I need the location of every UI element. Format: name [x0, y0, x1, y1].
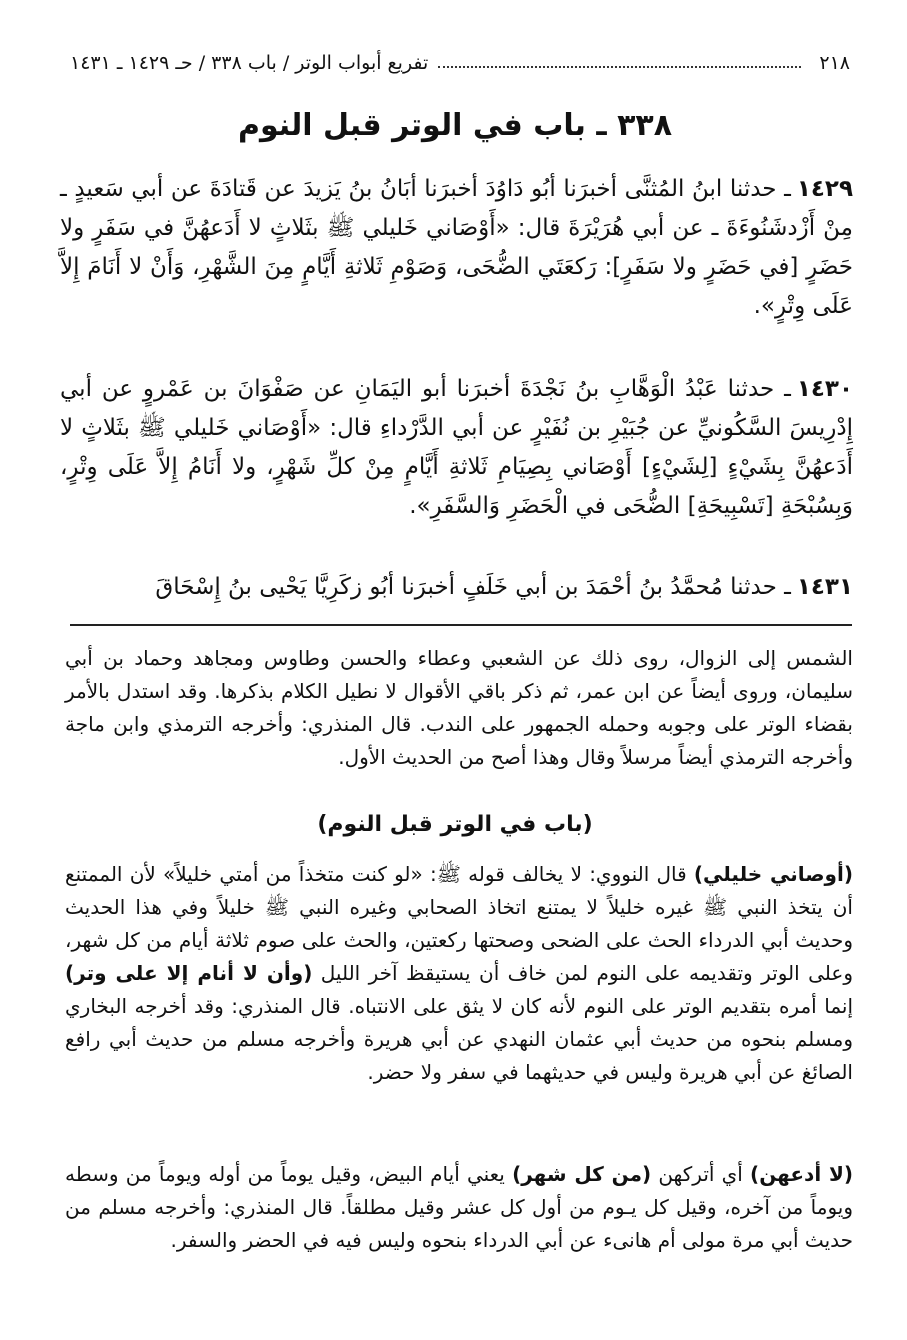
hadith-number: ١٤٣١: [796, 574, 853, 600]
footnote-divider: [70, 624, 852, 626]
commentary-keyword: (لا أدعهن): [750, 1162, 854, 1186]
chapter-title: ٣٣٨ ـ باب في الوتر قبل النوم: [237, 108, 673, 143]
commentary-paragraph-1: الشمس إلى الزوال، روى ذلك عن الشعبي وعطاء والحسن وطاوس ومجاهد وحماد بن أبي سليمان، وروى أيضاً عن ابن عمر، ثم ذكر باقي الأقوال لا نطيل الكلام بذكرها. وقد استدل بالأمر بقضاء الوتر على وجوبه وحمله الجمهور على الندب. قال المنذري: وأخرجه الترمذي وابن ماجة وأخرجه الترمذي أيضاً مرسلاً وقال وهذا أصح من الحديث الأول.: [65, 646, 853, 769]
hadith-number: ١٤٣٠: [796, 376, 853, 402]
hadith-text: ـ حدثنا عَبْدُ الْوَهَّابِ بنُ نَجْدَةَ أخبرَنا أبو اليَمَانِ عن صَفْوَانَ بن عَمْروٍ عن أبي إِدْرِيسَ السَّكُونيِّ عن جُبَيْرِ بن نُفَيْرٍ عن أبي الدَّرْداءِ قال: «أَوْصَاني خَليلي ﷺ بثَلاثٍ لا أَدَعهُنَّ بِشَيْءٍ [لِشَيْءٍ] أَوْصَاني بِصِيَامِ ثَلاثةِ أَيَّامٍ مِنْ كلِّ شَهْرٍ، ولا أَنَامُ إِلاَّ عَلَى وِتْرٍ، وَبِسُبْحَةِ [تَسْبِيحَةِ] الضُّحَى في الْحَضَرِ وَالسَّفَرِ».: [60, 376, 853, 519]
hadith-text: ـ حدثنا مُحمَّدُ بنُ أحْمَدَ بن أبي خَلَفٍ أخبرَنا أبُو زكَرِيَّا يَحْيى بنُ إِسْحَاقَ: [155, 574, 791, 600]
running-title: تفريع أبواب الوتر / باب ٣٣٨ / حـ ١٤٢٩ ـ ١٤٣١: [70, 52, 429, 74]
commentary-keyword: (من كل شهر): [512, 1162, 652, 1186]
page-number: ٢١٨: [819, 52, 850, 74]
hadith-text: ـ حدثنا ابنُ المُثنَّى أخبرَنا أبُو دَاوُدَ أخبرَنا أبَانُ بنُ يَزيدَ عن قَتادَةَ عن أبي سَعيدٍ ـ مِنْ أَزْدشَنُوءَةَ ـ عن أبي هُرَيْرَةَ قال: «أَوْصَاني خَليلي ﷺ بثَلاثٍ لا أَدَعهُنَّ في سَفَرٍ ولا حَضَرٍ [في حَضَرٍ ولا سَفَرٍ]: رَكعَتَي الضُّحَى، وَصَوْمِ ثَلاثةِ أَيَّامٍ مِنَ الشَّهْرِ، وَأَنْ لا أَنَامَ إِلاَّ عَلَى وِتْرٍ».: [60, 176, 853, 319]
commentary-paragraph-2: [65, 858, 853, 1089]
commentary-text: يعني أيام البيض، وقيل يوماً من أوله ويوماً من وسطه ويوماً من آخره، وقيل كل يـوم من أول كل عشر وقيل مطلقاً. قال المنذري: وأخرجه مسلم من حديث أبي مرة مولى أم هانىء عن أبي الدرداء بنحوه وليس فيه في الحضر والسفر.: [65, 1162, 853, 1252]
commentary-paragraph-3: [65, 1158, 853, 1257]
leader-dots: [438, 66, 801, 68]
hadith-1431: [60, 568, 853, 607]
hadith-number: ١٤٢٩: [796, 176, 853, 202]
commentary-text: إنما أمره بتقديم الوتر على النوم لأنه كان لا يثق على الانتباه. قال المنذري: وقد أخرجه البخاري ومسلم بنحوه من حديث أبي عثمان النهدي عن أبي هريرة وأخرجه مسلم من حديث أبي رافع الصائغ عن أبي هريرة وليس في حديثهما في سفر ولا حضر.: [65, 994, 853, 1084]
commentary-section-title: (باب في الوتر قبل النوم): [317, 812, 593, 837]
commentary-text: أي أتركهن: [651, 1162, 751, 1186]
commentary-keyword: (وأن لا أنام إلا على وتر): [65, 961, 313, 985]
commentary-keyword: (أوصاني خليلي): [693, 862, 853, 886]
running-header: [70, 48, 850, 78]
commentary-text: قال النووي: لا يخالف قوله ﷺ: «لو كنت متخذاً من أمتي خليلاً» لأن الممتنع أن يتخذ النبي ﷺ غيره خليلاً لا يمتنع اتخاذ الصحابي وغيره النبي ﷺ خليلاً وفي هذا الحديث وحديث أبي الدرداء الحث على الضحى وصحتها ركعتين، والحث على صوم ثلاثة أيام من كل شهر، وعلى الوتر وتقديمه على النوم لمن خاف أن يستيقظ آخر الليل: [65, 862, 853, 985]
hadith-1430: [60, 370, 853, 526]
hadith-1429: [60, 170, 853, 326]
